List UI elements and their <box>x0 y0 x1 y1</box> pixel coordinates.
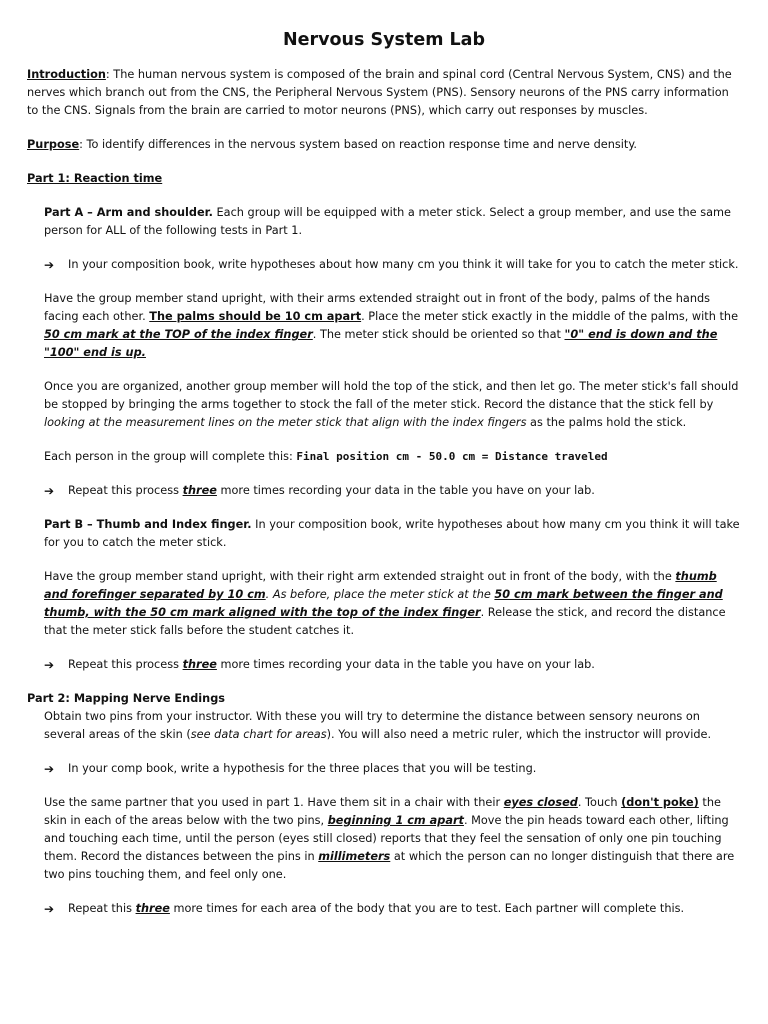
introduction-paragraph <box>27 66 741 120</box>
thumb-paragraph: Have the group member stand upright, with their right arm extended straight out in front of the body, with the thumb and forefinger separated by 10 cm. As before, place the meter stick at the 50 cm mark between the finger and thumb, with the 50 cm mark aligned with the top of the index finger. Release the stick, and record the distance that the meter stick falls before the student catches it. <box>44 570 726 637</box>
bullet-item <box>44 256 741 274</box>
part-b-paragraph <box>44 516 741 552</box>
document <box>27 28 741 918</box>
pins-paragraph: Obtain two pins from your instructor. With these you will try to determine the distance between sensory neurons on several areas of the skin (see data chart for areas). You will also need a metric ruler, which the instructor will provide. <box>44 710 712 741</box>
palms-paragraph: Have the group member stand upright, with their arms extended straight out in front of the body, palms of the hands facing each other. The palms should be 10 cm apart. Place the meter stick exactly in the middle of the palms, with the 50 cm mark at the TOP of the index finger. The meter stick should be oriented so that "0" end is down and the "100" end is up. <box>44 292 739 359</box>
introduction-text: : The human nervous system is composed of the brain and spinal cord (Central Nervous System, CNS) and the nerves which branch out from the CNS, the Peripheral Nervous System (PNS). Sensory neurons of the PNS carry information to the CNS. Signals from the brain are carried to motor neurons (PNS), which carry out responses by muscles. <box>27 68 732 117</box>
bullet-item: ➔ In your comp book, write a hypothesis for the three places that you will be testing. <box>44 762 537 776</box>
arrow-bullet-icon: ➔ <box>44 658 55 672</box>
arrow-bullet-icon: ➔ <box>44 484 55 498</box>
arrow-bullet-icon: ➔ <box>44 258 55 272</box>
bullet-text: In your composition book, write hypotheses about how many cm you think it will take for you to catch the meter stick. <box>68 258 739 271</box>
part-a-paragraph <box>44 204 741 240</box>
partner-paragraph: Use the same partner that you used in part 1. Have them sit in a chair with their eyes closed. Touch (don't poke) the skin in each of the areas below with the two pins, beginning 1 cm apart. Move the pin heads toward each other, lifting and touching each time, until the person (eyes still closed) reports that they feel the sensation of only one pin touching them. Record the distances between the pins in millimeters at which the person can no longer distinguish that there are two pins touching them, and feel only one. <box>44 796 735 881</box>
arrow-bullet-icon: ➔ <box>44 902 55 916</box>
bullet-item: ➔ Repeat this process three more times recording your data in the table you have on your lab. <box>44 484 595 498</box>
part2-heading: Part 2: Mapping Nerve Endings <box>27 692 226 705</box>
part1-heading: Part 1: Reaction time <box>27 172 163 185</box>
drop-paragraph: Once you are organized, another group member will hold the top of the stick, and then let go. The meter stick's fall should be stopped by bringing the arms together to stock the fall of the meter stick. Record the distance that the stick fell by looking at the measurement lines on the meter stick that align with the index fingers as the palms hold the stick. <box>44 380 739 429</box>
part-a-text: Each group will be equipped with a meter stick. Select a group member, and use the same person for ALL of the following tests in Part 1. <box>44 206 731 237</box>
part-b-heading: Part B – Thumb and Index finger. <box>44 518 252 531</box>
bullet-item: ➔ Repeat this three more times for each area of the body that you are to test. Each partner will complete this. <box>44 902 685 916</box>
distance-formula: Final position cm - 50.0 cm = Distance traveled <box>296 450 608 463</box>
part-b-text: In your composition book, write hypotheses about how many cm you think it will take for you to catch the meter stick. <box>44 518 740 549</box>
introduction-label: Introduction <box>27 68 106 81</box>
purpose-paragraph <box>27 136 741 154</box>
formula-paragraph: Each person in the group will complete this: Final position cm - 50.0 cm = Distance traveled <box>44 450 608 463</box>
part-a-heading: Part A – Arm and shoulder. <box>44 206 213 219</box>
page-title: Nervous System Lab <box>282 30 486 50</box>
arrow-bullet-icon: ➔ <box>44 762 55 776</box>
purpose-label: Purpose <box>27 138 80 151</box>
bullet-item: ➔ Repeat this process three more times recording your data in the table you have on your lab. <box>44 658 595 672</box>
purpose-text: : To identify differences in the nervous system based on reaction response time and nerve density. <box>79 138 637 151</box>
